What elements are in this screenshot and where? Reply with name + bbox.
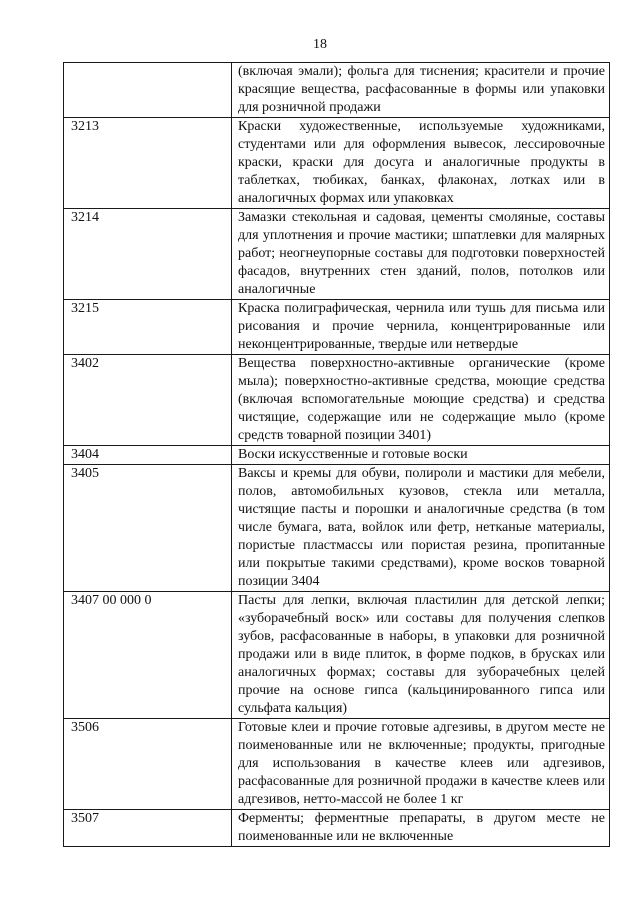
code-cell: 3214 bbox=[64, 209, 232, 300]
table-row bbox=[64, 446, 610, 465]
table-row bbox=[64, 209, 610, 300]
table-row bbox=[64, 592, 610, 719]
code-cell: 3405 bbox=[64, 465, 232, 592]
code-cell: 3404 bbox=[64, 446, 232, 465]
code-cell: 3506 bbox=[64, 719, 232, 810]
description-cell: Готовые клеи и прочие готовые адгезивы, в другом месте не поименованные или не включенные; продукты, пригодные для использования в качестве клеев или адгезивов, расфасованные для розничной продажи в качестве клеев или адгезивов, нетто-массой не более 1 кг bbox=[232, 719, 610, 810]
code-cell bbox=[64, 63, 232, 118]
description-cell: Вещества поверхностно-активные органические (кроме мыла); поверхностно-активные средства, моющие средства (включая вспомогательные моющие средства) и средства чистящие, содержащие или не содержащие мыло (кроме средств товарной позиции 3401) bbox=[232, 355, 610, 446]
code-cell: 3407 00 000 0 bbox=[64, 592, 232, 719]
table-row bbox=[64, 300, 610, 355]
code-cell: 3402 bbox=[64, 355, 232, 446]
code-cell: 3215 bbox=[64, 300, 232, 355]
description-cell: Ваксы и кремы для обуви, полироли и мастики для мебели, полов, автомобильных кузовов, стекла или металла, чистящие пасты и порошки и аналогичные средства (в том числе бумага, вата, войлок или фетр, нетканые материалы, пористые пластмассы или пористая резина, пропитанные или покрытые такими средствами), кроме восков товарной позиции 3404 bbox=[232, 465, 610, 592]
description-cell: Краска полиграфическая, чернила или тушь для письма или рисования и прочие чернила, концентрированные или неконцентрированные, твердые или нетвердые bbox=[232, 300, 610, 355]
description-cell: Замазки стекольная и садовая, цементы смоляные, составы для уплотнения и прочие мастики; шпатлевки для малярных работ; неогнеупорные составы для подготовки поверхностей фасадов, внутренних стен зданий, полов, потолков или аналогичные bbox=[232, 209, 610, 300]
table-row bbox=[64, 810, 610, 847]
code-cell: 3507 bbox=[64, 810, 232, 847]
description-cell: (включая эмали); фольга для тиснения; красители и прочие красящие вещества, расфасованные в формы или упаковки для розничной продажи bbox=[232, 63, 610, 118]
code-cell: 3213 bbox=[64, 118, 232, 209]
table-row bbox=[64, 719, 610, 810]
table-row bbox=[64, 465, 610, 592]
description-cell: Краски художественные, используемые художниками, студентами или для оформления вывесок, лессировочные краски, краски для досуга и аналогичные продукты в таблетках, тюбиках, банках, флаконах, лотках или в аналогичных формах или упаковках bbox=[232, 118, 610, 209]
description-cell: Пасты для лепки, включая пластилин для детской лепки; «зуборачебный воск» или составы для получения слепков зубов, расфасованные в наборы, в упаковки для розничной продажи или в виде плиток, в форме подков, в брусках или аналогичных формах; составы для зуборачебных целей прочие на основе гипса (кальцинированного гипса или сульфата кальция) bbox=[232, 592, 610, 719]
description-cell: Ферменты; ферментные препараты, в другом месте не поименованные или не включенные bbox=[232, 810, 610, 847]
table-row bbox=[64, 63, 610, 118]
table-row bbox=[64, 118, 610, 209]
codes-table bbox=[63, 62, 610, 847]
description-cell: Воски искусственные и готовые воски bbox=[232, 446, 610, 465]
page-number: 18 bbox=[313, 37, 327, 52]
table-row bbox=[64, 355, 610, 446]
